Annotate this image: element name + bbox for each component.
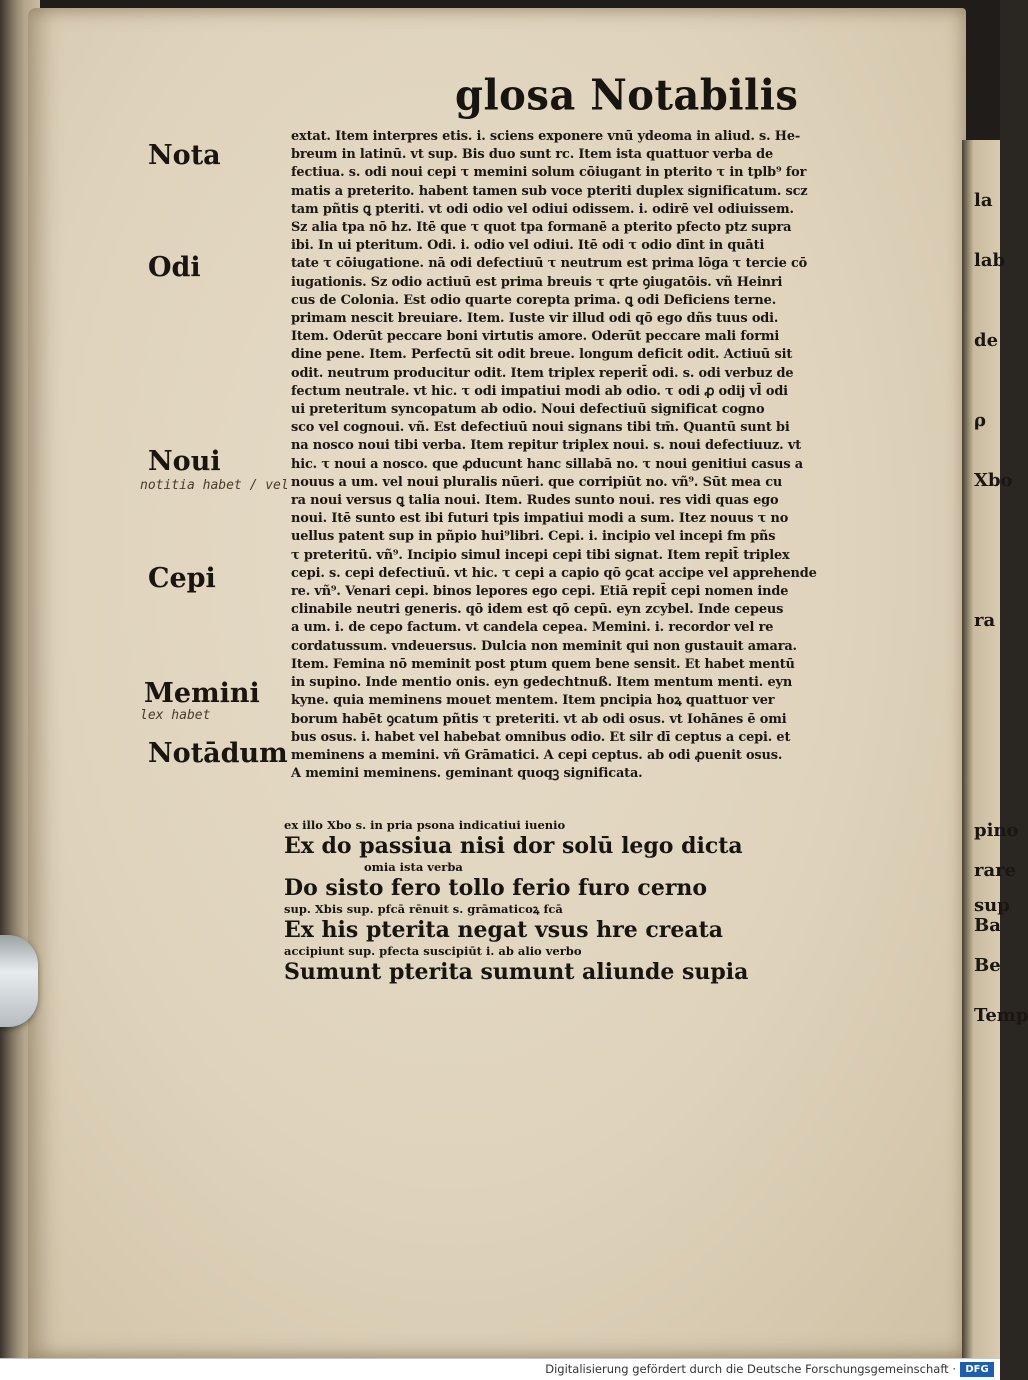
facing-page-fragment: pino <box>974 820 1019 841</box>
facing-page-fragment: rare <box>974 860 1017 881</box>
verse-line: Ex his pterita negat vsus hre creata <box>284 917 724 943</box>
text-line: extat. Item interpres etis. i. sciens exponere vnū ydeoma in aliud. s. He- <box>291 129 801 144</box>
margin-note-noui: notitia habet / vel <box>140 478 289 493</box>
margin-label-odi: Odi <box>148 252 201 283</box>
facing-page-fragment: ρ <box>974 410 986 431</box>
text-line: breum in latinū. vt sup. Bis duo sunt rc. Item ista quattuor verba de <box>291 147 774 163</box>
text-line: A memini meminens. geminant quoqꝫ significata. <box>291 766 643 782</box>
verse-line: Sumunt pterita sumunt aliunde supia <box>284 959 749 985</box>
commentary-text <box>291 128 911 783</box>
text-line: a um. i. de cepo factum. vt candela cepea. Memini. i. recordor vel re <box>291 620 774 636</box>
text-line: tate τ cōiugatione. nā odi defectiuū τ neutrum est prima lōga τ tercie cō <box>291 256 808 272</box>
text-line: na nosco noui tibi verba. Item repitur triplex noui. s. noui defectiuuz. vt <box>291 438 801 454</box>
margin-label-nota: Nota <box>148 140 221 171</box>
text-line: τ preteritū. vñ⁹. Incipio simul incepi cepi tibi signat. Item repit̄ triplex <box>291 547 790 563</box>
margin-label-cepi: Cepi <box>148 563 216 594</box>
text-line: primam nescit breuiare. Item. Iuste vir illud odi qō ego dñs tuus odi. <box>291 311 779 327</box>
text-line: odit. neutrum producitur odit. Item triplex reperit̄ odi. s. odi verbuz de <box>291 365 794 381</box>
text-line: matis a preterito. habent tamen sub voce pteriti duplex significatum. scz <box>291 183 808 199</box>
text-line: sco vel cognoui. vñ. Est defectiuū noui signans tibi tm̄. Quantū sunt bi <box>291 420 790 436</box>
footer-bar <box>0 1358 1000 1380</box>
text-line: meminens a memini. vñ Grāmatici. A cepi ceptus. ab odi ꝓuenit osus. <box>291 747 783 763</box>
facing-page-fragment: Be <box>974 955 1001 976</box>
text-line: bus osus. i. habet vel habebat omnibus odio. Et silr dī ceptus a cepi. et <box>291 729 791 745</box>
facing-page-fragment: de <box>974 330 999 351</box>
text-line: cepi. s. cepi defectiuū. vt hic. τ cepi a capio qō ꝯcat accipe vel apprehende <box>291 565 817 581</box>
text-line: noui. Itē sunto est ibi futuri tpis impatiui modi a sum. Itez nouus τ no <box>291 511 789 527</box>
text-line: kyne. quia meminens mouet mentem. Item pncipia hoꝝ quattuor ver <box>291 693 775 709</box>
interlinear-gloss: omia ista verba <box>364 860 463 874</box>
margin-label-notandum: Notādum <box>148 738 288 769</box>
text-line: borum habēt ꝯcatum pñtis τ preteriti. vt ab odi osus. vt Iohānes ē omi <box>291 711 787 727</box>
verse-line: Do sisto fero tollo ferio furo cerno <box>284 875 708 901</box>
text-line: iugationis. Sz odio actiuū est prima breuis τ qrte ꝯiugatōis. vñ Heinri <box>291 274 783 290</box>
verse-line: Ex do passiua nisi dor solū lego dicta <box>284 833 743 859</box>
text-line: fectum neutrale. vt hic. τ odi impatiui modi ab odio. τ odi ꝓ odij vl̄ odi <box>291 383 788 399</box>
text-line: hic. τ noui a nosco. que ꝓducunt hanc sillabā no. τ noui genitiui casus a <box>291 456 803 472</box>
facing-page-fragment: la <box>974 190 993 211</box>
margin-label-memini: Memini <box>144 678 260 709</box>
text-line: dine pene. Item. Perfectū sit odit breue. longum deficit odit. Actiuū sit <box>291 347 793 363</box>
margin-note-memini: lex habet <box>140 708 211 723</box>
text-line: Sz alia tpa nō hz. Itē que τ quot tpa formanē a pterito pfecto ptz supra <box>291 220 792 236</box>
dfg-logo: DFG <box>960 1362 994 1377</box>
facing-page-fragment: Xbo <box>974 470 1013 491</box>
text-line: nouus a um. vel noui pluralis nūeri. que corripiūt no. vñ⁹. Sūt mea cu <box>291 474 783 490</box>
interlinear-gloss: accipiunt sup. pfecta suscipiūt i. ab alio verbo <box>284 944 582 958</box>
text-line: ui preteritum syncopatum ab odio. Noui defectiuū significat cogno <box>291 402 765 418</box>
facing-page-fragment: ra <box>974 610 996 631</box>
interlinear-gloss: ex illo Xbo s. in pria psona indicatiui iuenio <box>284 818 566 832</box>
verse-block <box>284 818 754 986</box>
facing-page-fragment: Temp <box>974 1005 1028 1026</box>
text-line: cordatussum. vndeuersus. Dulcia non meminit qui non gustauit amara. <box>291 638 797 654</box>
text-line: cus de Colonia. Est odio quarte corepta prima. ꝗ odi Deficiens terne. <box>291 292 777 308</box>
text-line: clinabile neutri generis. qō idem est qō cepū. eyn zcybel. Inde cepeus <box>291 602 784 618</box>
text-line: Item. Femina nō meminit post ptum quem bene sensit. Et habet mentū <box>291 656 795 672</box>
text-line: uellus patent sup in pñpio hui⁹libri. Cepi. i. incipio vel incepi fm pñs <box>291 529 776 545</box>
interlinear-gloss: sup. Xbis sup. pfcā rēnuit s. grāmaticoꝝ fcā <box>284 902 563 916</box>
facing-page-strip <box>962 140 1000 1358</box>
text-line: ra noui versus ꝗ talia noui. Item. Rudes sunto noui. res vidi quas ego <box>291 493 779 509</box>
page-clip <box>0 935 38 1027</box>
facing-page-fragment: sup <box>974 895 1010 916</box>
text-line: ibi. In ui pteritum. Odi. i. odio vel odiui. Itē odi τ odio dīnt in quāti <box>291 238 765 254</box>
text-line: in supino. Inde mentio onis. eyn gedechtnuß. Item mentum menti. eyn <box>291 675 793 691</box>
text-line: tam pñtis ꝗ pteriti. vt odi odio vel odiui odissem. i. odirē vel odiuissem. <box>291 201 794 217</box>
text-line: Item. Oderūt peccare boni virtutis amore. Oderūt peccare mali formi <box>291 329 780 345</box>
margin-label-noui: Noui <box>148 446 221 477</box>
page-title: glosa Notabilis <box>455 70 799 121</box>
text-line: re. vñ⁹. Venari cepi. binos lepores ego cepi. Etiā repit̄ cepi nomen inde <box>291 584 789 600</box>
text-line: fectiua. s. odi noui cepi τ memini solum cōiugant in pterito τ in tplb⁹ for <box>291 165 807 181</box>
footer-credit: Digitalisierung gefördert durch die Deutsche Forschungsgemeinschaft · <box>545 1362 956 1376</box>
facing-page-fragment: lab <box>974 250 1006 271</box>
facing-page-fragment: Ba <box>974 915 1001 936</box>
